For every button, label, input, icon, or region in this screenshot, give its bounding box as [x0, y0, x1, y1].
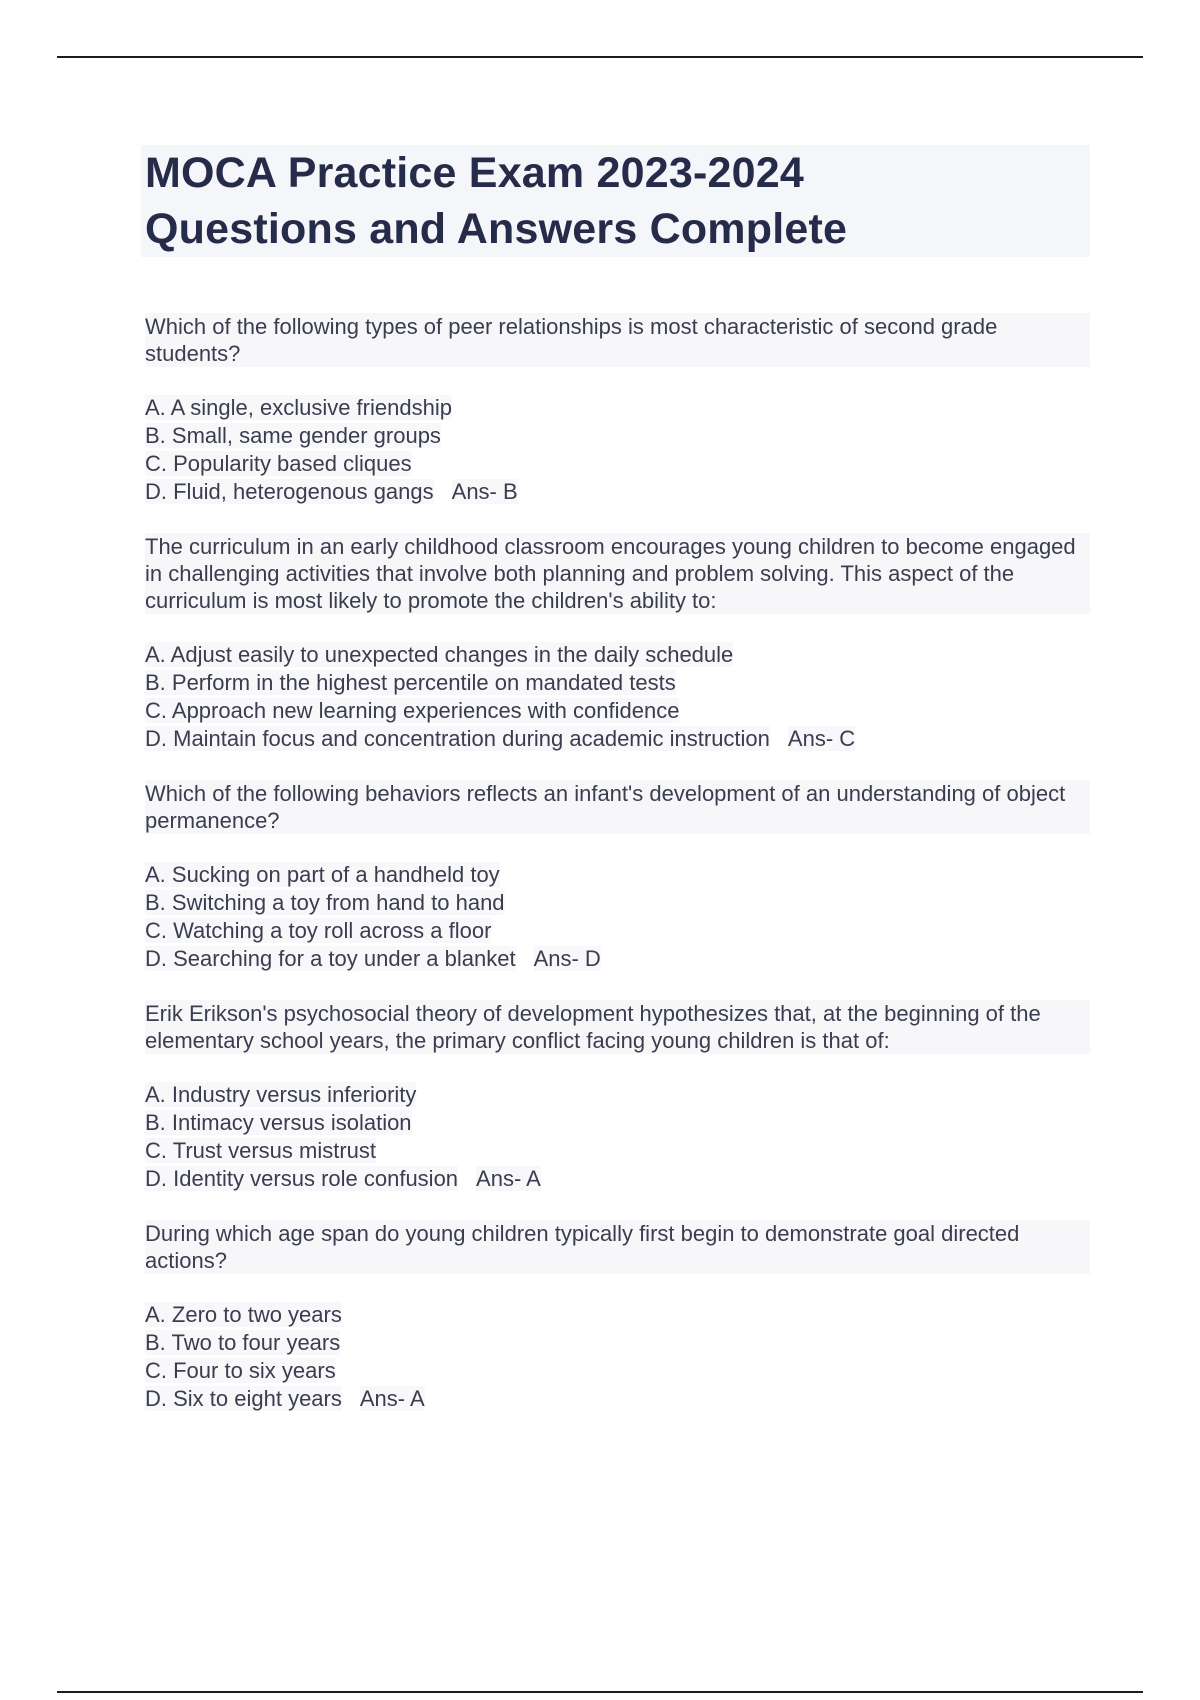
option-d: D. Searching for a toy under a blanket Ans- D	[145, 946, 601, 971]
document-title	[141, 145, 1090, 257]
option-a: A. A single, exclusive friendship	[145, 395, 452, 420]
option-b: B. Intimacy versus isolation	[145, 1110, 412, 1135]
option-d: D. Six to eight years Ans- A	[145, 1386, 425, 1411]
option-c: C. Trust versus mistrust	[145, 1138, 377, 1163]
option-a: A. Zero to two years	[145, 1302, 342, 1327]
question-1	[145, 313, 1090, 506]
options-list	[145, 641, 1090, 753]
question-text: During which age span do young children typically first begin to demonstrate goal directed actions?	[145, 1220, 1090, 1274]
option-b: B. Two to four years	[145, 1330, 341, 1355]
options-list	[145, 394, 1090, 506]
top-rule	[57, 56, 1143, 58]
document-content	[145, 145, 1090, 1440]
option-d: D. Maintain focus and concentration during academic instruction Ans- C	[145, 726, 856, 751]
option-c: C. Four to six years	[145, 1358, 336, 1383]
option-c: C. Watching a toy roll across a floor	[145, 918, 492, 943]
options-list	[145, 1081, 1090, 1193]
option-b: B. Perform in the highest percentile on mandated tests	[145, 670, 676, 695]
option-a: A. Sucking on part of a handheld toy	[145, 862, 500, 887]
title-line-2: Questions and Answers Complete	[145, 205, 848, 253]
answer-label: Ans- A	[359, 1386, 425, 1411]
answer-label: Ans- C	[787, 726, 856, 751]
question-2	[145, 533, 1090, 753]
options-list	[145, 1301, 1090, 1413]
question-text: Erik Erikson's psychosocial theory of development hypothesizes that, at the beginning of the elementary school years, the primary conflict facing young children is that of:	[145, 1000, 1090, 1054]
options-list	[145, 861, 1090, 973]
question-text: The curriculum in an early childhood classroom encourages young children to become engaged in challenging activities that involve both planning and problem solving. This aspect of the curriculum is most likely to promote the children's ability to:	[145, 533, 1090, 614]
option-a: A. Adjust easily to unexpected changes in the daily schedule	[145, 642, 734, 667]
option-d: D. Identity versus role confusion Ans- A	[145, 1166, 541, 1191]
question-5	[145, 1220, 1090, 1413]
question-4	[145, 1000, 1090, 1193]
answer-label: Ans- A	[476, 1166, 541, 1191]
option-b: B. Small, same gender groups	[145, 423, 441, 448]
option-c: C. Approach new learning experiences with confidence	[145, 698, 680, 723]
question-text: Which of the following behaviors reflects an infant's development of an understanding of object permanence?	[145, 780, 1090, 834]
answer-label: Ans- D	[533, 946, 601, 971]
question-3	[145, 780, 1090, 973]
option-c: C. Popularity based cliques	[145, 451, 412, 476]
title-line-1: MOCA Practice Exam 2023-2024	[145, 149, 804, 197]
option-a: A. Industry versus inferiority	[145, 1082, 417, 1107]
question-text: Which of the following types of peer relationships is most characteristic of second grade students?	[145, 313, 1090, 367]
option-b: B. Switching a toy from hand to hand	[145, 890, 505, 915]
bottom-rule	[57, 1691, 1143, 1693]
answer-label: Ans- B	[451, 479, 518, 504]
option-d: D. Fluid, heterogenous gangs Ans- B	[145, 479, 518, 504]
